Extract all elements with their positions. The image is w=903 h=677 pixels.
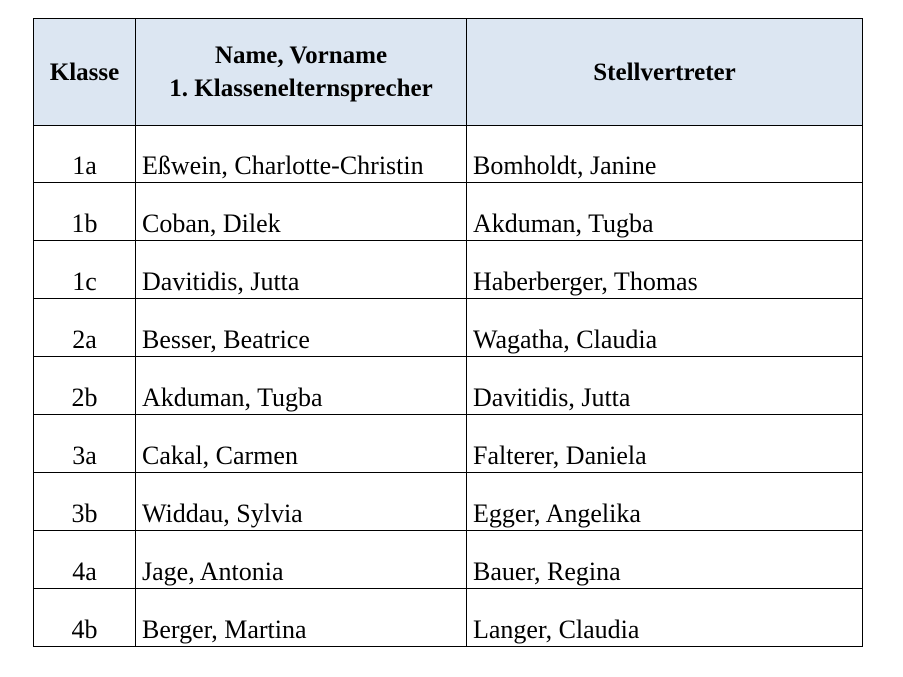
header-stellvertreter bbox=[467, 19, 863, 126]
table-row bbox=[34, 589, 863, 647]
cell-klasse: 3b bbox=[34, 473, 136, 531]
cell-stellvertreter: Bauer, Regina bbox=[467, 531, 863, 589]
cell-klasse: 4b bbox=[34, 589, 136, 647]
cell-klasse: 2b bbox=[34, 357, 136, 415]
cell-stellvertreter: Wagatha, Claudia bbox=[467, 299, 863, 357]
cell-stellvertreter: Haberberger, Thomas bbox=[467, 241, 863, 299]
header-klasse bbox=[34, 19, 136, 126]
cell-stellvertreter: Egger, Angelika bbox=[467, 473, 863, 531]
cell-stellvertreter: Falterer, Daniela bbox=[467, 415, 863, 473]
cell-stellvertreter: Bomholdt, Janine bbox=[467, 126, 863, 183]
cell-klasse: 1c bbox=[34, 241, 136, 299]
cell-name: Jage, Antonia bbox=[136, 531, 467, 589]
table-row bbox=[34, 473, 863, 531]
cell-name: Eßwein, Charlotte-Christin bbox=[136, 126, 467, 183]
header-row bbox=[34, 19, 863, 126]
table-header bbox=[34, 19, 863, 126]
cell-klasse: 1b bbox=[34, 183, 136, 241]
table-row bbox=[34, 241, 863, 299]
cell-name: Akduman, Tugba bbox=[136, 357, 467, 415]
cell-stellvertreter: Langer, Claudia bbox=[467, 589, 863, 647]
cell-name: Berger, Martina bbox=[136, 589, 467, 647]
table-row bbox=[34, 415, 863, 473]
cell-klasse: 2a bbox=[34, 299, 136, 357]
class-parent-representatives-table bbox=[33, 18, 863, 647]
cell-klasse: 3a bbox=[34, 415, 136, 473]
header-name-line1: Name, Vorname bbox=[214, 42, 388, 69]
cell-klasse: 4a bbox=[34, 531, 136, 589]
table-row bbox=[34, 299, 863, 357]
cell-name: Widdau, Sylvia bbox=[136, 473, 467, 531]
cell-stellvertreter: Akduman, Tugba bbox=[467, 183, 863, 241]
table-row bbox=[34, 531, 863, 589]
header-klasse-label: Klasse bbox=[49, 58, 120, 86]
header-stellvertreter-label: Stellvertreter bbox=[593, 58, 736, 86]
cell-name: Coban, Dilek bbox=[136, 183, 467, 241]
table-row bbox=[34, 126, 863, 183]
table-row bbox=[34, 357, 863, 415]
cell-name: Davitidis, Jutta bbox=[136, 241, 467, 299]
header-name bbox=[136, 19, 467, 126]
cell-name: Besser, Beatrice bbox=[136, 299, 467, 357]
table-body bbox=[34, 126, 863, 647]
header-name-line2: 1. Klassenelternsprecher bbox=[169, 75, 433, 102]
table-row bbox=[34, 183, 863, 241]
cell-name: Cakal, Carmen bbox=[136, 415, 467, 473]
cell-stellvertreter: Davitidis, Jutta bbox=[467, 357, 863, 415]
cell-klasse: 1a bbox=[34, 126, 136, 183]
